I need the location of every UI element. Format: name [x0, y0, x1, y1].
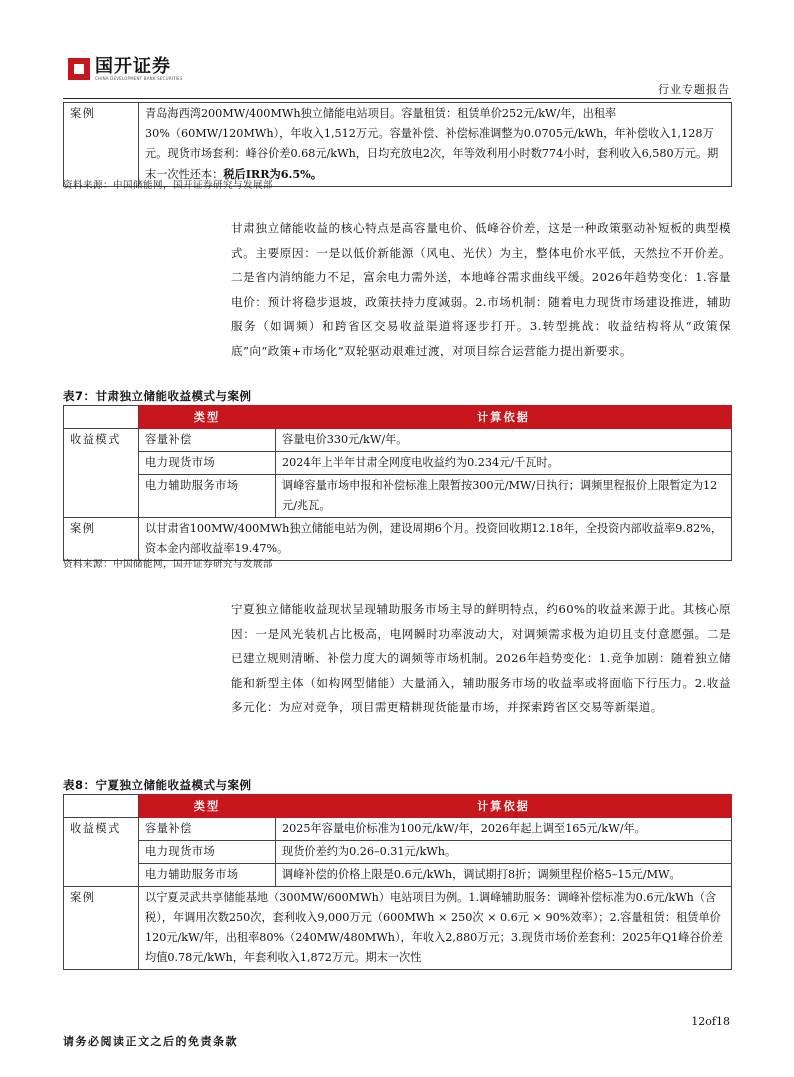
- row-basis: 现货价差约为0.26–0.31元/kWh。: [276, 841, 732, 864]
- table-row: [64, 475, 732, 518]
- table7: [63, 405, 732, 561]
- case-text: 青岛海西湾200MW/400MWh独立储能电站项目。容量租赁：租赁单价252元/kW/年，出租率30%（60MW/120MWh），年收入1,512万元。容量补偿、补偿标准调整为0.0705元/kWh，年补偿收入1,128万元。现货市场套利：峰谷价差0.68元/kWh，日均充放电2次，年等效利用小时数774小时，套利收入6,580万元。期末一次性还本：税后IRR为6.5%。: [139, 103, 732, 187]
- table8: [63, 794, 732, 970]
- header-basis: 计算依据: [276, 795, 732, 818]
- group-label: 收益模式: [64, 818, 139, 887]
- company-logo: [68, 57, 183, 81]
- header-divider: [63, 98, 731, 99]
- source-note: 资料来源：中国储能网，国开证券研究与发展部: [63, 559, 274, 570]
- case-label: 案例: [64, 887, 139, 970]
- irr-highlight: 税后IRR为6.5%。: [223, 167, 323, 181]
- row-basis: 2025年容量电价标准为100元/kW/年，2026年起上调至165元/kW/年。: [276, 818, 732, 841]
- logo-name: 国开证券: [95, 56, 171, 77]
- table-row: [64, 818, 732, 841]
- row-type: 电力辅助服务市场: [139, 475, 276, 518]
- case-text: 以甘肃省100MW/400MWh独立储能电站为例，建设周期6个月。投资回收期12.18年，全投资内部收益率9.82%，资本金内部收益率19.47%。: [139, 518, 732, 561]
- case-table-qingdao: [63, 102, 732, 187]
- table-header-row: [64, 406, 732, 429]
- gansu-paragraph: 甘肃独立储能收益的核心特点是高容量电价、低峰谷价差，这是一种政策驱动补短板的典型模式。主要原因：一是以低价新能源（风电、光伏）为主，整体电价水平低，天然拉不开价差。二是省内消纳能力不足，富余电力需外送，本地峰谷需求曲线平缓。2026年趋势变化：1.容量电价：预计将稳步退坡，政策扶持力度减弱。2.市场机制：随着电力现货市场建设推进，辅助服务（如调频）和跨省区交易收益渠道将逐步打开。3.转型挑战：收益结构将从“政策保底”向“政策+市场化”双轮驱动艰难过渡，对项目综合运营能力提出新要求。: [231, 221, 731, 358]
- table-row: [64, 452, 732, 475]
- source-note: 资料来源：中国储能网，国开证券研究与发展部: [63, 180, 274, 191]
- disclaimer-note: 请务必阅读正文之后的免责条款: [63, 1035, 238, 1048]
- row-type: 容量补偿: [139, 818, 276, 841]
- header-basis: 计算依据: [276, 406, 732, 429]
- table-row: [64, 429, 732, 452]
- table8-caption: 表8：宁夏独立储能收益模式与案例: [63, 778, 252, 792]
- report-type: 行业专题报告: [658, 83, 730, 96]
- table-header-row: [64, 795, 732, 818]
- header-type: 类型: [139, 795, 276, 818]
- case-text: 以宁夏灵武共享储能基地（300MW/600MWh）电站项目为例。1.调峰辅助服务：调峰补偿标准为0.6元/kWh（含税），年调用次数250次，套利收入9,000万元（600MWh × 250次 × 0.6元 × 90%效率）；2.容量租赁：租赁单价120元/kW/年，出租率80%（240MW/480MWh），年收入2,880万元；3.现货市场价差套利：2025年Q1峰谷价差均值0.78元/kWh，年套利收入1,872万元。期末一次性: [139, 887, 732, 970]
- table-row: [64, 841, 732, 864]
- table-row: [64, 887, 732, 970]
- row-basis: 容量电价330元/kW/年。: [276, 429, 732, 452]
- ningxia-paragraph: 宁夏独立储能收益现状呈现辅助服务市场主导的鲜明特点，约60%的收益来源于此。其核心原因：一是风光装机占比极高，电网瞬时功率波动大，对调频需求极为迫切且支付意愿强。二是已建立规则清晰、补偿力度大的调频等市场机制。2026年趋势变化：1.竞争加剧：随着独立储能和新型主体（如构网型储能）大量涌入，辅助服务市场的收益率或将面临下行压力。2.收益多元化：为应对竞争，项目需更精耕现货能量市场，并探索跨省区交易等新渠道。: [231, 602, 731, 714]
- row-basis: 2024年上半年甘肃全网度电收益约为0.234元/千瓦时。: [276, 452, 732, 475]
- case-label: 案例: [64, 518, 139, 561]
- group-label: 收益模式: [64, 429, 139, 518]
- header-type: 类型: [139, 406, 276, 429]
- row-type: 电力现货市场: [139, 452, 276, 475]
- page-number: 12of18: [691, 1015, 730, 1028]
- table-row: [64, 864, 732, 887]
- table7-caption: 表7：甘肃独立储能收益模式与案例: [63, 389, 252, 403]
- row-basis: 调峰容量市场申报和补偿标准上限暂按300元/MW/日执行；调频里程报价上限暂定为12元/兆瓦。: [276, 475, 732, 518]
- row-basis: 调峰补偿的价格上限是0.6元/kWh，调试期打8折；调频里程价格5–15元/MW。: [276, 864, 732, 887]
- logo-english-name: CHINA DEVELOPMENT BANK SECURITIES: [95, 76, 183, 81]
- row-type: 电力现货市场: [139, 841, 276, 864]
- case-label: 案例: [64, 103, 139, 187]
- row-type: 容量补偿: [139, 429, 276, 452]
- logo-icon: [68, 58, 90, 80]
- row-type: 电力辅助服务市场: [139, 864, 276, 887]
- table-row: [64, 518, 732, 561]
